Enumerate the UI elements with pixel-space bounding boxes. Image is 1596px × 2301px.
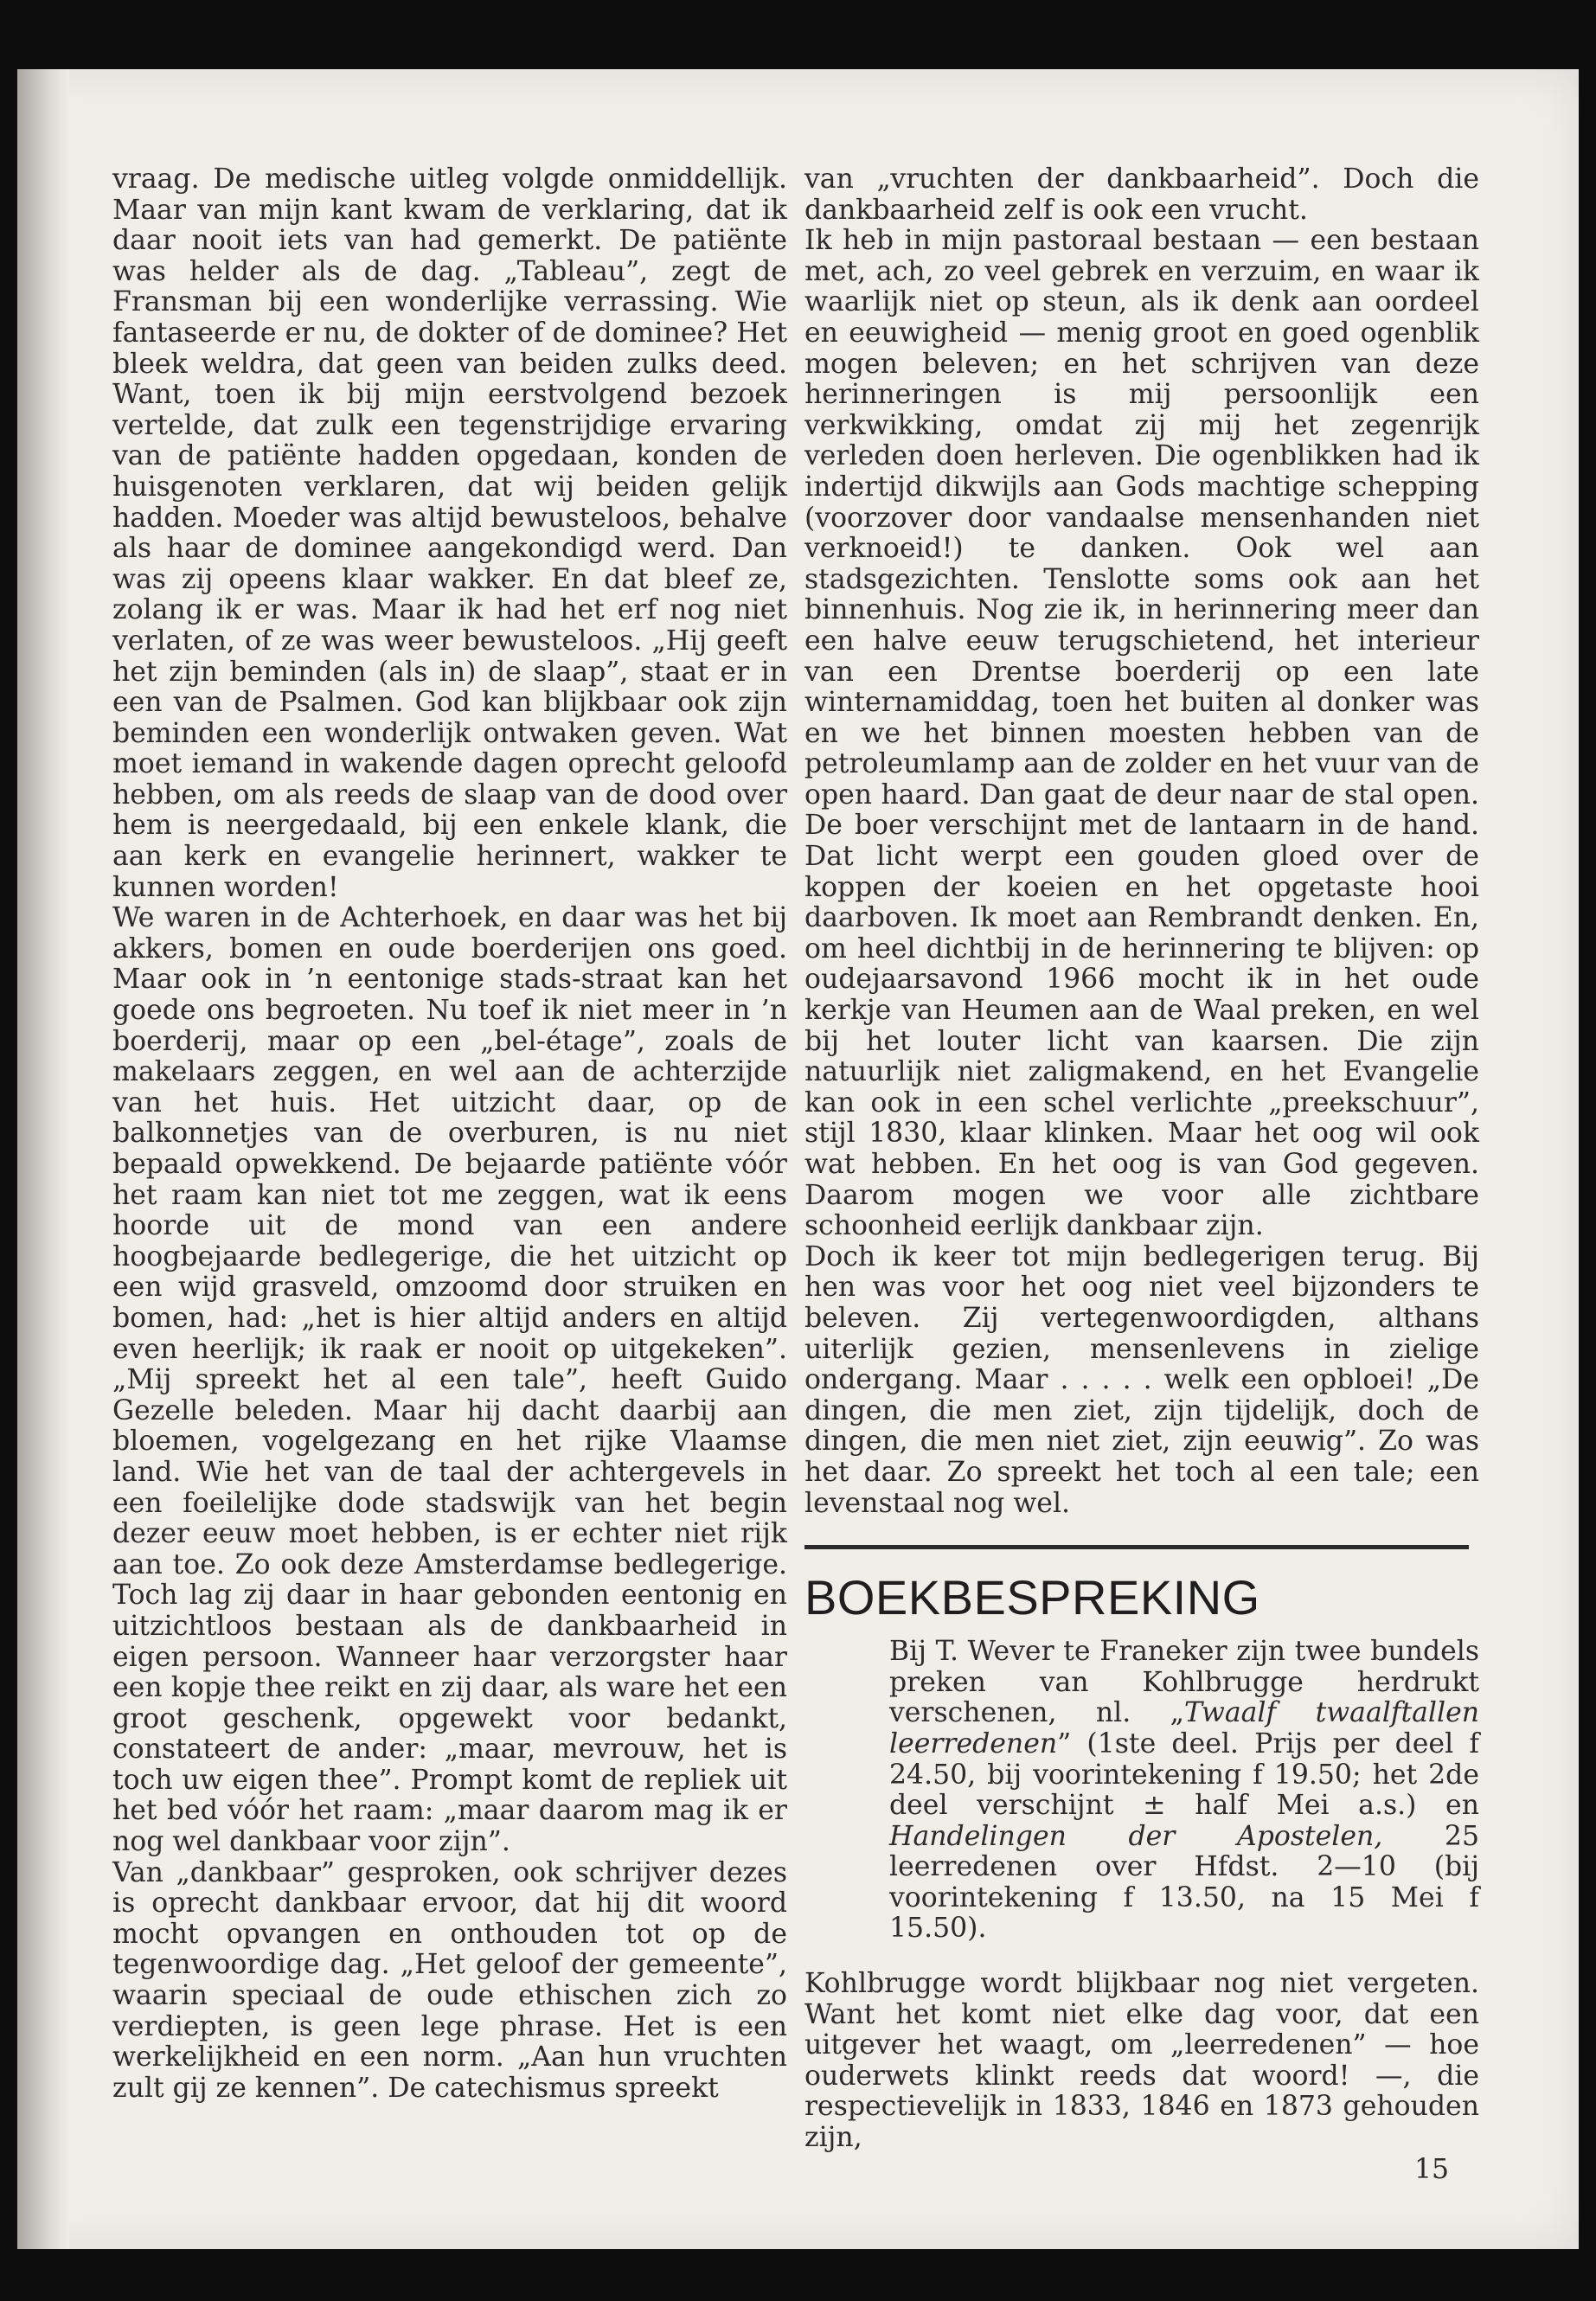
page-number: 15 [1414,2154,1450,2185]
review-text-2: ” (1ste deel. Prijs per deel f 24.50, bij voorintekening f 19.50; het 2de deel verschijnt ± half Mei a.s.) en [889,1727,1479,1822]
review-text-3: 25 leerredenen over Hfdst. 2—10 (bij voorintekening f 13.50, na 15 Mei f 15.50). [889,1820,1479,1945]
closing-paragraph: Kohlbrugge wordt blijkbaar nog niet vergeten. Want het komt niet elke dag voor, dat een uitgever het waagt, om „leerredenen” — hoe ouderwets klinkt reeds dat woord! —, die respectievelijk in 1833, 1846 en 1873 gehouden zijn, [804,1968,1479,2154]
left-paragraph-3: Van „dankbaar” gesproken, ook schrijver dezes is oprecht dankbaar ervoor, dat hij dit woord mocht opvangen en onthouden tot op de tegenwoordige dag. „Het geloof der gemeente”, waarin speciaal de oude ethischen zich zo verdiepten, is geen lege phrase. Het is een werkelijkheid en een norm. „Aan hun vruchten zult gij ze kennen”. De catechismus spreekt [112,1856,787,2104]
right-column [804,164,1479,2154]
left-column [112,164,787,2104]
left-paragraph-1: vraag. De medische uitleg volgde onmiddellijk. Maar van mijn kant kwam de verklaring, dat ik daar nooit iets van had gemerkt. De patiënte was helder als de dag. „Tableau”, zegt de Fransman bij een wonderlijke verrassing. Wie fantaseerde er nu, de dokter of de dominee? Het bleek weldra, dat geen van beiden zulks deed. Want, toen ik bij mijn eerstvolgend bezoek vertelde, dat zulk een tegenstrijdige ervaring van de patiënte hadden opgedaan, konden de huisgenoten verklaren, dat wij beiden gelijk hadden. Moeder was altijd bewusteloos, behalve als haar de dominee aangekondigd werd. Dan was zij opeens klaar wakker. En dat bleef ze, zolang ik er was. Maar ik had het erf nog niet verlaten, of ze was weer bewusteloos. „Hij geeft het zijn beminden (als in) de slaap”, staat er in een van de Psalmen. God kan blijkbaar ook zijn beminden een wonderlijk ontwaken geven. Wat moet iemand in wakende dagen oprecht geloofd hebben, om als reeds de slaap van de dood over hem is neergedaald, bij een enkele klank, die aan kerk en evangelie herinnert, wakker te kunnen worden! [112,163,787,903]
review-title-1: Twaalf twaalftallen leerredenen [889,1697,1479,1759]
page-sheet [17,69,1579,2249]
right-paragraph-3: Doch ik keer tot mijn bedlegerigen terug. Bij hen was voor het oog niet veel bijzonders te beleven. Zij vertegenwoordigden, althans uiterlijk gezien, mensenlevens in zielige ondergang. Maar . . . . . welk een opbloei! „De dingen, die men ziet, zijn tijdelijk, doch de dingen, die men niet ziet, zijn eeuwig”. Zo was het daar. Zo spreekt het toch al een tale; een levenstaal nog wel. [804,1240,1479,1519]
review-title-2: Handelingen der Apostelen, [889,1820,1383,1852]
page-binding-shadow [17,69,69,2249]
section-heading: BOEKBESPREKING [804,1570,1260,1625]
left-paragraph-2: We waren in de Achterhoek, en daar was het bij akkers, bomen en oude boerderijen ons goed. Maar ook in ’n eentonige stads-straat kan het goede ons begroeten. Nu toef ik niet meer in ’n boerderij, maar op een „bel-étage”, zoals de makelaars zeggen, en wel aan de achterzijde van het huis. Het uitzicht daar, op de balkonnetjes van de overburen, is nu niet bepaald opwekkend. De bejaarde patiënte vóór het raam kan niet tot me zeggen, wat ik eens hoorde uit de mond van een andere hoogbejaarde bedlegerige, die het uitzicht op een wijd grasveld, omzoomd door struiken en bomen, had: „het is hier altijd anders en altijd even heerlijk; ik raak er nooit op uitgekeken”. „Mij spreekt het al een tale”, heeft Guido Gezelle beleden. Maar hij dacht daarbij aan bloemen, vogelgezang en het rijke Vlaamse land. Wie het van de taal der achtergevels in een foeilelijke dode stadswijk van het begin dezer eeuw moet hebben, is er echter niet rijk aan toe. Zo ook deze Amsterdamse bedlegerige. Toch lag zij daar in haar gebonden eentonig en uitzichtloos bestaan als de dankbaarheid in eigen persoon. Wanneer haar verzorgster haar een kopje thee reikt en zij daar, als ware het een groot geschenk, opgewekt voor bedankt, constateert de ander: „maar, mevrouw, het is toch uw eigen thee”. Prompt komt de repliek uit het bed vóór het raam: „maar daarom mag ik er nog wel dankbaar voor zijn”. [112,902,787,1858]
right-paragraph-2: Ik heb in mijn pastoraal bestaan — een bestaan met, ach, zo veel gebrek en verzuim, en waar ik waarlijk niet op steun, als ik denk aan oordeel en eeuwigheid — menig groot en goed ogenblik mogen beleven; en het schrijven van deze herinneringen is mij persoonlijk een verkwikking, omdat zij mij het zegenrijk verleden doen herleven. Die ogenblikken had ik indertijd dikwijls aan Gods machtige schepping (voorzover door vandaalse mensenhanden niet verknoeid!) te danken. Ook wel aan stadsgezichten. Tenslotte soms ook aan het binnenhuis. Nog zie ik, in herinnering meer dan een halve eeuw terugschietend, het interieur van een Drentse boerderij op een late winternamiddag, toen het buiten al donker was en we het binnen moesten hebben van de petroleumlamp aan de zolder en het vuur van de open haard. Dan gaat de deur naar de stal open. De boer verschijnt met de lantaarn in de hand. Dat licht werpt een gouden gloed over de koppen der koeien en het opgetaste hooi daarboven. Ik moet aan Rembrandt denken. En, om heel dichtbij in de herinnering te blijven: op oudejaarsavond 1966 mocht ik in het oude kerkje van Heumen aan de Waal preken, en wel bij het louter licht van kaarsen. Die zijn natuurlijk niet zaligmakend, en het Evangelie kan ook in een schel verlichte „preekschuur”, stijl 1830, klaar klinken. Maar het oog wil ook wat hebben. En het oog is van God gegeven. Daarom mogen we voor alle zichtbare schoonheid eerlijk dankbaar zijn. [804,225,1479,1242]
book-review-paragraph [804,1637,1479,1945]
section-divider [804,1545,1469,1549]
right-paragraph-1: van „vruchten der dankbaarheid”. Doch die dankbaarheid zelf is ook een vrucht. [804,163,1479,226]
review-text-1: Bij T. Wever te Franeker zijn twee bundels preken van Kohlbrugge herdrukt verschenen, nl. „ [889,1636,1479,1729]
